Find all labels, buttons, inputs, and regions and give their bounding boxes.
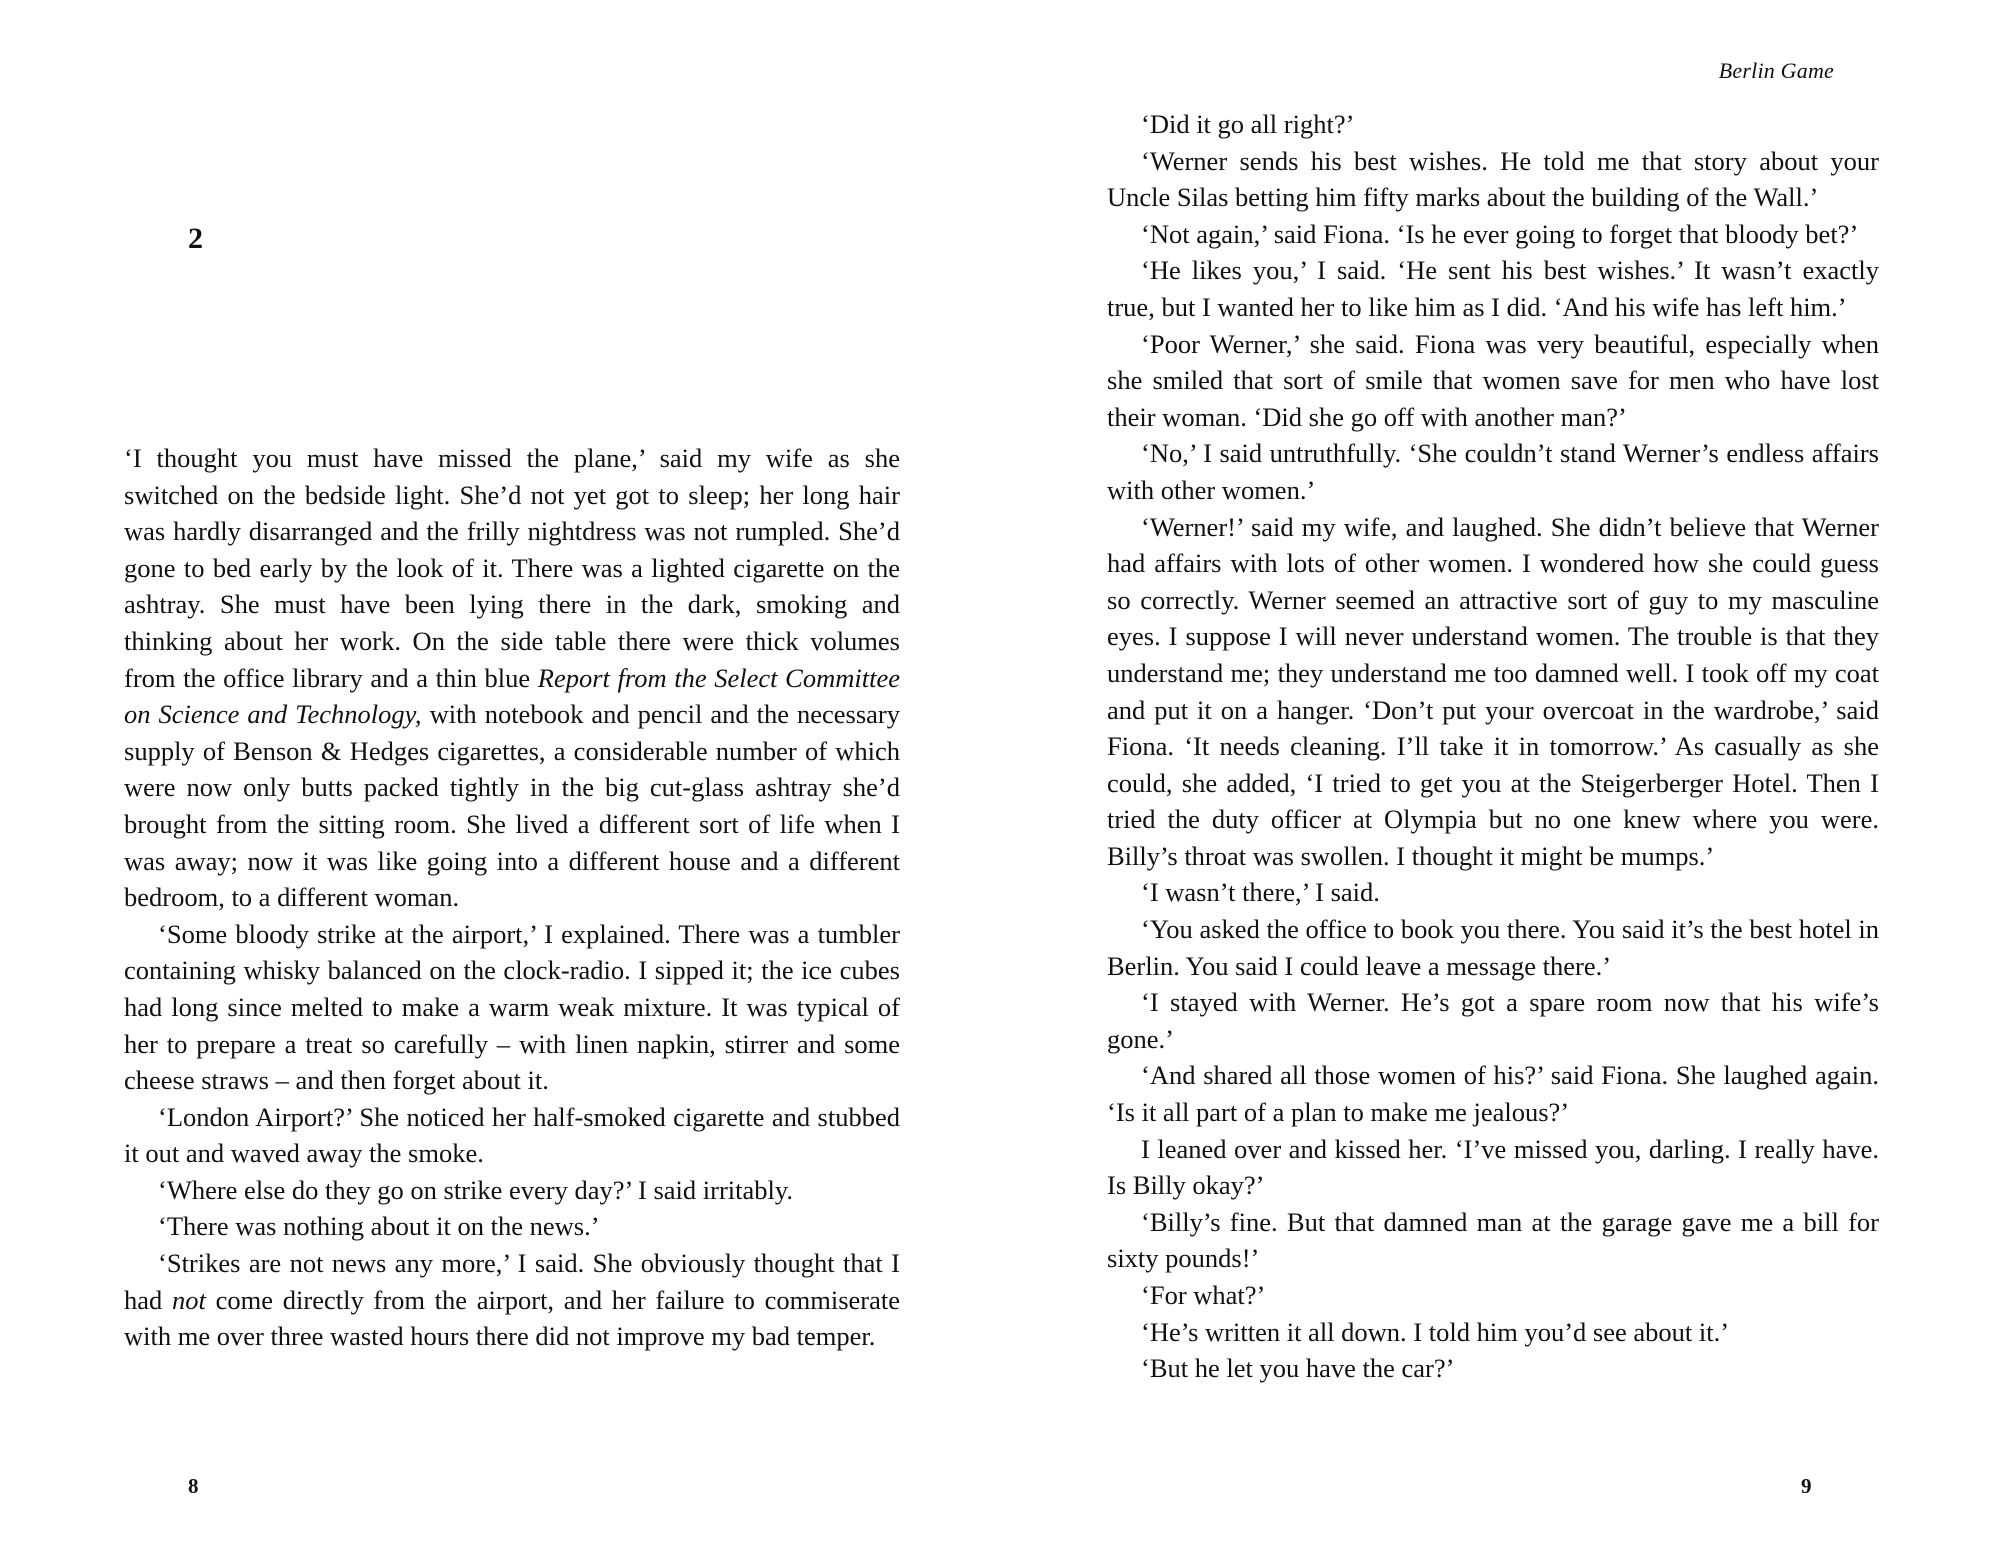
right-page-body	[1107, 106, 1879, 1387]
paragraph	[124, 440, 900, 916]
chapter-number: 2	[188, 222, 203, 255]
page-number: 9	[1801, 1474, 1812, 1498]
paragraph: ‘But he let you have the car?’	[1141, 1353, 1455, 1384]
paragraph: ‘London Airport?’ She noticed her half-smoked cigarette and stubbed it out and waved away the smoke.	[124, 1101, 900, 1169]
paragraph: ‘Billy’s fine. But that damned man at the garage gave me a bill for sixty pounds!’	[1107, 1206, 1879, 1274]
paragraph: ‘I wasn’t there,’ I said.	[1141, 877, 1380, 908]
running-head: Berlin Game	[1718, 58, 1834, 83]
paragraph-text: with notebook and pencil and the necessary supply of Benson & Hedges cigarettes, a considerable number of which were now only butts packed tightly in the big cut-glass ashtray she’d brought from the sitting room. She lived a different sort of life when I was away; now it was like going into a different house and a different bedroom, to a different woman.	[124, 699, 900, 913]
paragraph: ‘I stayed with Werner. He’s got a spare room now that his wife’s gone.’	[1107, 987, 1879, 1054]
paragraph: ‘Werner!’ said my wife, and laughed. She didn’t believe that Werner had affairs with lots of other women. I wondered how she could guess so correctly. Werner seemed an attractive sort of guy to my masculine eyes. I suppose I will never understand women. The trouble is that they understand me; they understand me too damned well. I took off my coat and put it on a hanger. ‘Don’t put your overcoat in the wardrobe,’ said Fiona. ‘It needs cleaning. I’ll take it in tomorrow.’ As casually as she could, she added, ‘I tried to get you at the Steigerberger Hotel. Then I tried the duty officer at Olympia but no one knew where you were. Billy’s throat was swollen. I thought it might be mumps.’	[1107, 511, 1879, 871]
paragraph: ‘He’s written it all down. I told him you’d see about it.’	[1141, 1316, 1730, 1347]
paragraph: ‘Some bloody strike at the airport,’ I explained. There was a tumbler containing whisky balanced on the clock-radio. I sipped it; the ice cubes had long since melted to make a warm weak mixture. It was typical of her to prepare a treat so carefully – with linen napkin, stirrer and some cheese straws – and then forget about it.	[124, 918, 900, 1096]
paragraph: ‘There was nothing about it on the news.’	[158, 1211, 600, 1242]
paragraph: ‘Poor Werner,’ she said. Fiona was very beautiful, especially when she smiled that sort of smile that women save for men who have lost their woman. ‘Did she go off with another man?’	[1107, 328, 1879, 432]
paragraph: ‘And shared all those women of his?’ said Fiona. She laughed again. ‘Is it all part of a plan to make me jealous?’	[1107, 1060, 1879, 1128]
paragraph-text: come directly from the airport, and her failure to commiserate with me over three wasted hours there did not improve my bad temper.	[124, 1284, 901, 1352]
paragraph-text: ‘Strikes are not news any more,’ I said. She obviously thought that I had	[124, 1248, 900, 1315]
paragraph-text: ‘I thought you must have missed the plane,’ said my wife as she switched on the bedside light. She’d not yet got to sleep; her long hair was hardly disarranged and the frilly nightdress was not rumpled. She’d gone to bed early by the look of it. There was a lighted cigarette on the ashtray. She must have been lying there in the dark, smoking and thinking about her work. On the side table there were thick volumes from the office library and a thin blue	[124, 443, 900, 693]
paragraph: ‘Where else do they go on strike every day?’ I said irritably.	[158, 1174, 794, 1205]
paragraph: ‘Werner sends his best wishes. He told me that story about your Uncle Silas betting him fifty marks about the building of the Wall.’	[1107, 145, 1879, 213]
italic-emphasis: not	[172, 1284, 206, 1315]
paragraph: ‘Did it go all right?’	[1141, 109, 1355, 139]
left-page-body	[124, 440, 900, 1355]
italic-title: Report from the Select Committee on Science and Technology,	[124, 662, 900, 730]
paragraph: ‘He likes you,’ I said. ‘He sent his best wishes.’ It wasn’t exactly true, but I wanted her to like him as I did. ‘And his wife has left him.’	[1107, 255, 1879, 322]
paragraph	[124, 1245, 900, 1355]
page-number: 8	[188, 1474, 199, 1498]
paragraph: ‘Not again,’ said Fiona. ‘Is he ever going to forget that bloody bet?’	[1141, 218, 1859, 249]
paragraph: ‘You asked the office to book you there. You said it’s the best hotel in Berlin. You said I could leave a message there.’	[1107, 914, 1879, 981]
right-page	[1000, 0, 2000, 1555]
paragraph: ‘No,’ I said untruthfully. ‘She couldn’t stand Werner’s endless affairs with other women.’	[1107, 438, 1879, 505]
paragraph: ‘For what?’	[1141, 1280, 1266, 1310]
paragraph: I leaned over and kissed her. ‘I’ve missed you, darling. I really have. Is Billy okay?’	[1107, 1133, 1879, 1201]
